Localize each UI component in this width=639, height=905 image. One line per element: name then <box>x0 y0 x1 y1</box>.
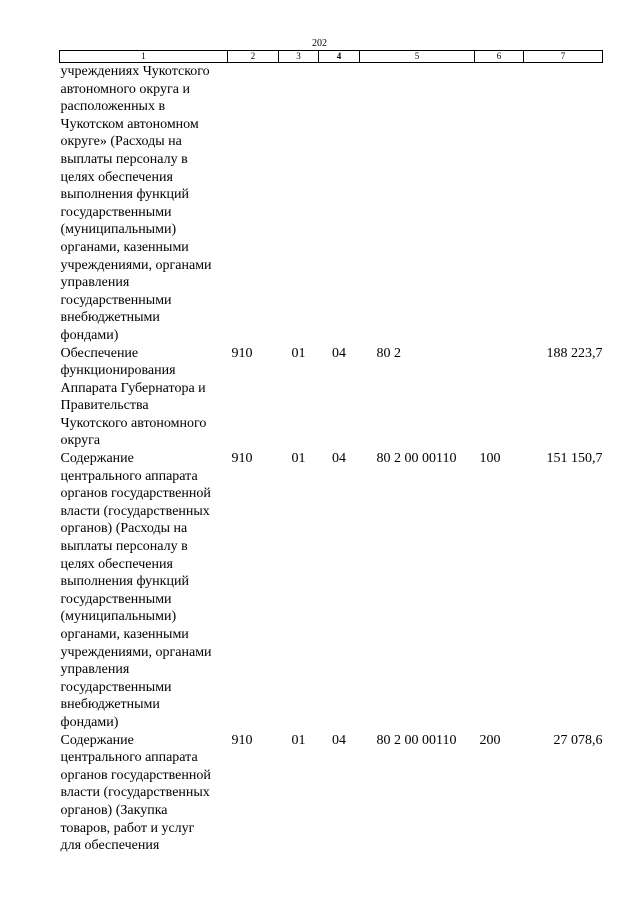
description-line: фондами) <box>60 327 119 343</box>
target-article-code: 80 2 00 00110 <box>376 732 457 748</box>
description-line: внебюджетными <box>60 310 160 326</box>
expense-type-code <box>475 63 524 345</box>
admin-code: 910 <box>231 451 253 467</box>
description-line: учреждениями, органами <box>60 257 212 273</box>
description-line: управления <box>60 275 130 291</box>
description-line: выплаты персоналу в <box>60 151 188 167</box>
description-line: центрального аппарата <box>60 750 198 766</box>
description-line: (муниципальными) <box>60 222 177 238</box>
description-line: целях обеспечения <box>60 556 173 572</box>
description-line: государственными <box>60 204 172 220</box>
amount-value: 27 078,6 <box>553 732 603 748</box>
target-article-code <box>360 63 475 345</box>
table-row <box>60 450 603 732</box>
column-header-1: 1 <box>60 51 228 63</box>
column-header-5: 5 <box>360 51 475 63</box>
table-row <box>60 345 603 451</box>
column-header-7: 7 <box>524 51 603 63</box>
column-header-4: 4 <box>319 51 360 63</box>
amount-value: 188 223,7 <box>546 345 603 361</box>
column-header-3: 3 <box>279 51 319 63</box>
description-line: Аппарата Губернатора и <box>60 380 206 396</box>
target-article-code: 80 2 00 00110 <box>376 451 457 467</box>
description-line: выполнения функций <box>60 187 189 203</box>
description-line: органов государственной <box>60 486 211 502</box>
column-header-6: 6 <box>475 51 524 63</box>
description-line: центрального аппарата <box>60 468 198 484</box>
description-line: для обеспечения <box>60 838 160 854</box>
description-line: целях обеспечения <box>60 169 173 185</box>
description-line: власти (государственных <box>60 503 210 519</box>
expense-type-code: 200 <box>479 732 501 748</box>
description-line: органов) (Расходы на <box>60 521 188 537</box>
column-header-2: 2 <box>228 51 279 63</box>
amount-value: 151 150,7 <box>546 451 603 467</box>
row-description <box>60 450 228 732</box>
description-line: власти (государственных <box>60 785 210 801</box>
target-article-code: 80 2 <box>376 345 401 361</box>
description-line: Чукотском автономном <box>60 116 199 132</box>
description-line: Чукотского автономного <box>60 415 207 431</box>
subsection-code <box>319 63 360 345</box>
description-line: выполнения функций <box>60 574 189 590</box>
description-line: Содержание <box>60 732 134 748</box>
description-line: органов государственной <box>60 767 211 783</box>
amount-value <box>524 63 603 345</box>
row-description <box>60 732 228 855</box>
expense-type-code <box>475 345 524 451</box>
section-code <box>279 63 319 345</box>
description-line: (муниципальными) <box>60 609 177 625</box>
row-description <box>60 63 228 345</box>
description-line: учреждениях Чукотского <box>60 64 210 79</box>
description-line: товаров, работ и услуг <box>60 820 195 836</box>
table-row <box>60 732 603 855</box>
description-line: государственными <box>60 679 172 695</box>
description-line: управления <box>60 662 130 678</box>
description-line: внебюджетными <box>60 697 160 713</box>
description-line: Правительства <box>60 398 149 414</box>
section-code: 01 <box>291 451 306 467</box>
description-line: округа <box>60 433 101 449</box>
row-description <box>60 345 228 451</box>
subsection-code: 04 <box>332 345 346 361</box>
description-line: округе» (Расходы на <box>60 134 182 150</box>
table-row <box>60 63 603 345</box>
section-code: 01 <box>291 732 306 748</box>
subsection-code: 04 <box>332 732 346 748</box>
description-line: выплаты персоналу в <box>60 539 188 555</box>
description-line: учреждениями, органами <box>60 644 212 660</box>
description-line: функционирования <box>60 363 176 379</box>
description-line: государственными <box>60 292 172 308</box>
section-code: 01 <box>291 345 306 361</box>
budget-table <box>59 50 603 855</box>
subsection-code: 04 <box>332 451 346 467</box>
description-line: органами, казенными <box>60 239 189 255</box>
table-header-row <box>60 51 603 63</box>
table-body <box>60 63 603 855</box>
admin-code: 910 <box>231 732 253 748</box>
expense-type-code: 100 <box>479 451 501 467</box>
description-line: Обеспечение <box>60 345 139 361</box>
description-line: Содержание <box>60 451 134 467</box>
admin-code: 910 <box>231 345 253 361</box>
description-line: фондами) <box>60 714 119 730</box>
page-number: 202 <box>312 38 327 49</box>
description-line: государственными <box>60 591 172 607</box>
description-line: органами, казенными <box>60 627 189 642</box>
description-line: расположенных в <box>60 99 166 115</box>
description-line: автономного округа и <box>60 81 190 97</box>
admin-code <box>228 63 279 345</box>
description-line: органов) (Закупка <box>60 802 168 818</box>
